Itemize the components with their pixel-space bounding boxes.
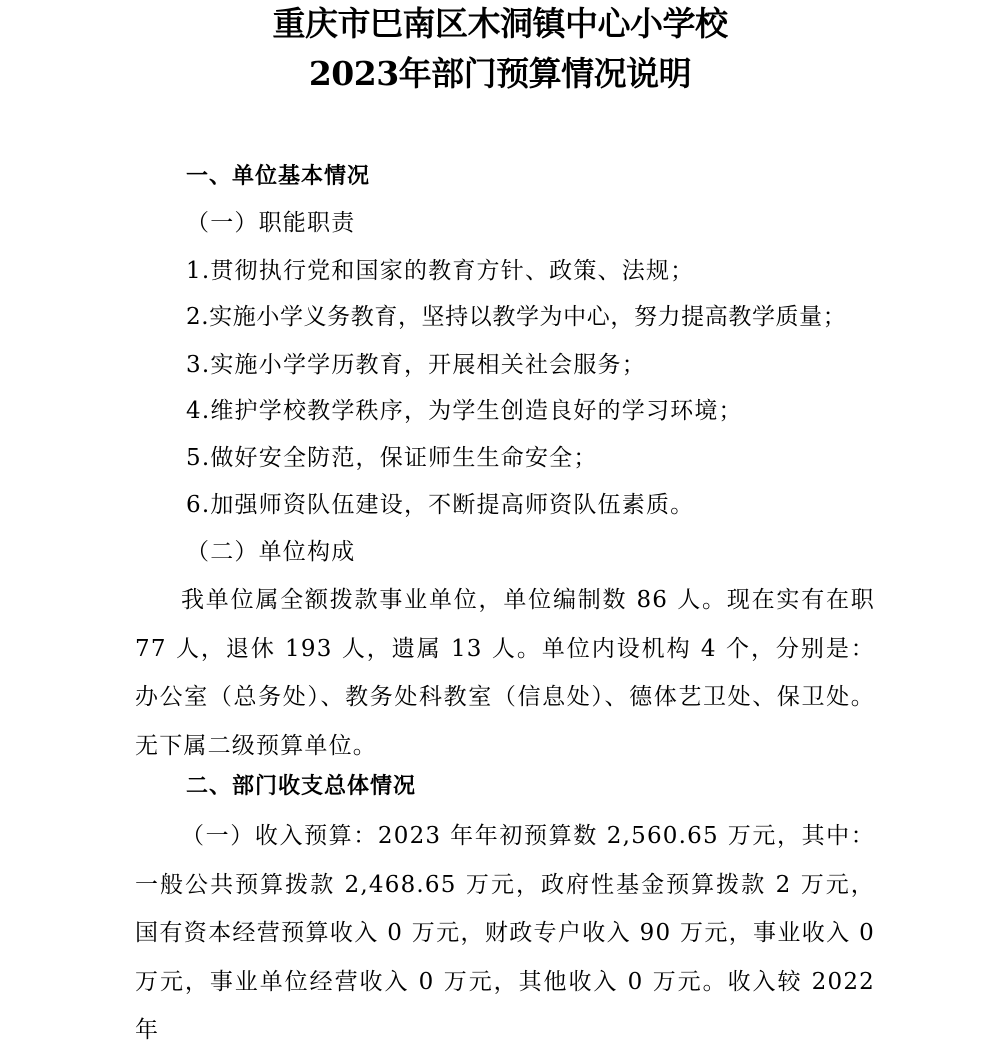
- duty-item: 3.实施小学学历教育，开展相关社会服务；: [186, 352, 646, 378]
- composition-paragraph: 我单位属全额拨款事业单位，单位编制数 86 人。现在实有在职 77 人，退休 193 人，遗属 13 人。单位内设机构 4 个，分别是：办公室（总务处）、教务处科教室（信息处）、德体艺卫处、保卫处。无下属二级预算单位。: [135, 587, 875, 759]
- duty-item: 1.贯彻执行党和国家的教育方针、政策、法规；: [186, 258, 695, 284]
- document-title-line-1: 重庆市巴南区木洞镇中心小学校: [272, 4, 728, 43]
- duty-item: 2.实施小学义务教育，坚持以教学为中心，努力提高教学质量；: [186, 304, 847, 330]
- subsection-heading-duties: （一）职能职责: [186, 210, 356, 236]
- document-title-line-2: 2023年部门预算情况说明: [308, 54, 692, 93]
- duty-item: 5.做好安全防范，保证师生生命安全；: [186, 445, 598, 471]
- duty-item: 4.维护学校教学秩序，为学生创造良好的学习环境；: [186, 398, 743, 424]
- subsection-heading-composition: （二）单位构成: [186, 539, 356, 565]
- income-budget-paragraph: （一）收入预算：2023 年年初预算数 2,560.65 万元，其中：一般公共预算拨款 2,468.65 万元，政府性基金预算拨款 2 万元，国有资本经营预算收入 0 万元，财政专户收入 90 万元，事业收入 0 万元，事业单位经营收入 0 万元，其他收入 0 万元。收入较 2022 年: [135, 823, 875, 1043]
- section-heading-budget-overview: 二、部门收支总体情况: [186, 774, 417, 799]
- duty-item: 6.加强师资队伍建设，不断提高师资队伍素质。: [186, 492, 695, 518]
- section-heading-basic-info: 一、单位基本情况: [186, 164, 371, 189]
